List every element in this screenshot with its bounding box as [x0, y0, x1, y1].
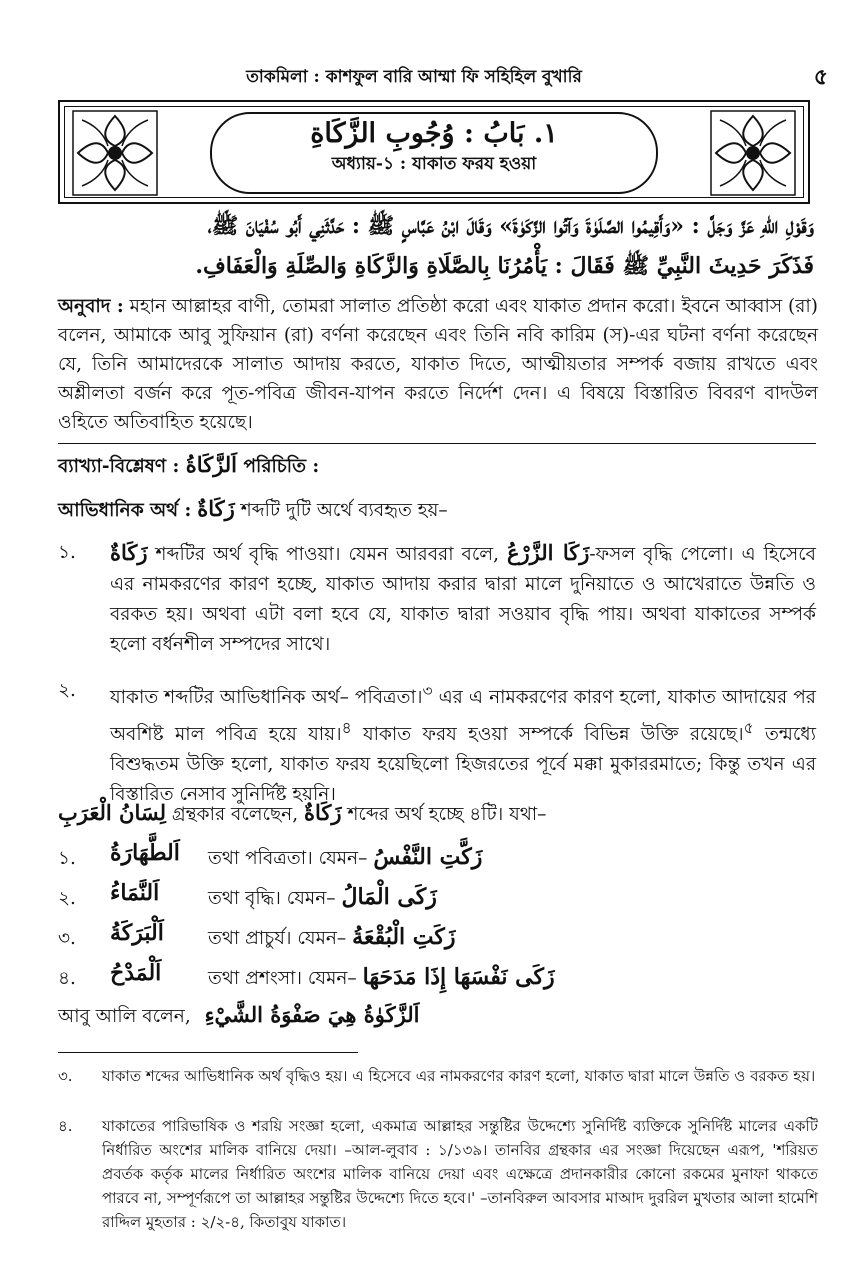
lisan-book-arabic: لِسَانُ الْعَرَبِ — [58, 800, 166, 825]
meaning-example: زَكَى نَفْسَهَا إِذَا مَدَحَهَا — [362, 964, 555, 990]
list-item-number: ১. — [58, 848, 76, 869]
page-number: ৫ — [813, 64, 828, 90]
list-item-body — [110, 538, 816, 660]
lexical-text: শব্দটি দুটি অর্থে ব্যবহৃত হয়– — [240, 500, 448, 521]
lisan-text: গ্রন্থকার বলেছেন, — [171, 804, 299, 825]
point-text: শব্দটির অর্থ বৃদ্ধি পাওয়া। যেমন আরবরা বলে, — [155, 544, 499, 565]
list-item-number: ২. — [58, 888, 76, 909]
arabic-text-line-2: فَذَكَرَ حَدِيثَ النَّبِيِّ ﷺ فَقَالَ : يَأْمُرُنَا بِالصَّلَاةِ وَالزَّكَاةِ وَالصِّلَةِ وَالْعَفَافِ. — [195, 253, 814, 279]
explanation-arabic-word: اَلزَّكَاةُ — [185, 452, 238, 477]
footnote-number: ৪. — [58, 1117, 73, 1135]
explanation-label-suffix: পরিচিতি : — [243, 456, 320, 477]
meaning-arabic: اَلْمَدْحُ — [110, 960, 162, 986]
abu-ali-arabic: اَلزَّكَوٰةُ هِيَ صَفْوَةُ الشَّيْءِ — [204, 1002, 420, 1027]
list-item-number: ২. — [58, 680, 76, 701]
meaning-gloss-line — [208, 924, 456, 955]
list-item — [58, 920, 818, 958]
lisan-line — [58, 800, 546, 831]
meaning-gloss-line — [208, 844, 482, 875]
explanation-heading — [58, 452, 319, 483]
meaning-gloss: তথা প্রশংসা। যেমন– — [208, 968, 357, 989]
translation-paragraph — [58, 292, 818, 437]
point-arabic-example: زَكَا الزَّرْعُ — [506, 540, 590, 565]
meaning-example: زَكَتِ الْبُقْعَةُ — [352, 924, 456, 950]
arabic-text-line-1: وَقَوْلِ اللهِ عَزَّ وَجَلَّ : «وَأَقِيمُوا الصَّلَوٰةَ وَآتُوا الزَّكَوٰةَ» وَقَالَ ابْنُ عَبَّاسٍ ﷺ : حَدَّثَنِي أَبُو سُفْيَانَ ﷺ، — [207, 213, 814, 239]
footnote-text: যাকাতের পারিভাষিক ও শরয়ি সংজ্ঞা হলো, একমাত্র আল্লাহর সন্তুষ্টির উদ্দেশ্যে সুনির্দিষ্ট ব্যক্তিকে সুনির্দিষ্ট মালের একটি নির্ধারিত অংশের মালিক বানিয়ে দেয়া। –আল-লুবাব : ১/১৩৯। তানবির গ্রন্থকার এর সংজ্ঞা দিয়েছেন এরূপ, 'শরিয়ত প্রবর্তক কর্তৃক মালের নির্ধারিত অংশের মালিক বানিয়ে দেয়া এবং এক্ষেত্রে প্রদানকারীর কোনো রকমের মুনাফা থাকতে পারবে না, সম্পূর্ণরূপে তা আল্লাহর সন্তুষ্টির উদ্দেশ্যে দিতে হবে।' –তানবিরুল আবসার মাআদ দুররিল মুখতার আলা হামেশি রাদ্দিল মুহতার : ২/২-৪, কিতাবুয যাকাত। — [102, 1117, 818, 1231]
meaning-example: زَكَّتِ النَّفْسُ — [373, 844, 483, 870]
list-item — [58, 880, 818, 918]
footnote-divider — [58, 1052, 358, 1053]
lisan-text: শব্দের অর্থ হচ্ছে ৪টি। যথা– — [347, 804, 547, 825]
list-item-number: ৩. — [58, 928, 76, 949]
point-text: তন্মধ্যে বিশুদ্ধতম উক্তি হলো, যাকাত ফরয হয়েছিলো হিজরতের পূর্বে মক্কা মুকাররমাতে; কিন্তু তখন এর বিস্তারিত নেসাব সুনির্দিষ্ট হয়নি। — [110, 724, 816, 806]
translation-label: অনুবাদ : — [58, 296, 124, 317]
section-divider — [58, 443, 816, 444]
list-item-number: ১. — [58, 542, 76, 563]
list-item — [58, 960, 818, 998]
meaning-example: زَكَى الْمَالُ — [341, 884, 437, 910]
running-title: তাকমিলা : কাশফুল বারি আম্মা ফি সহিহিল বুখারি — [246, 67, 582, 87]
meaning-gloss: তথা পবিত্রতা। যেমন– — [208, 848, 368, 869]
list-item-number: ৪. — [58, 968, 76, 989]
footnote-text: যাকাত শব্দের আভিধানিক অর্থ বৃদ্ধিও হয়। এ হিসেবে এর নামকরণের কারণ হলো, যাকাত দ্বারা মালে উন্নতি ও বরকত হয়। — [102, 1067, 816, 1085]
point-arabic-word: زَكَاةٌ — [110, 540, 148, 565]
translation-text: মহান আল্লাহর বাণী, তোমরা সালাত প্রতিষ্ঠা করো এবং যাকাত প্রদান করো। ইবনে আব্বাস (রা) বলেন, আমাকে আবু সুফিয়ান (রা) বর্ণনা করেছেন এবং তিনি নবি কারিম (স)-এর ঘটনা বর্ণনা করেছেন যে, তিনি আমাদেরকে সালাত আদায় করতে, যাকাত দিতে, আত্মীয়তার সম্পর্ক বজায় রাখতে এবং অশ্লীলতা বর্জন করে পূত-পবিত্র জীবন-যাপন করতে নির্দেশ দেন। এ বিষয়ে বিস্তারিত বিবরণ বাদউল ওহিতে অতিবাহিত হয়েছে। — [58, 296, 818, 433]
footnote-ref: ৪ — [341, 719, 352, 738]
point-text: এর এ নামকরণের কারণ হলো, যাকাত আদায়ের পর অবশিষ্ট মাল পবিত্র হয়ে যায়। — [110, 687, 816, 746]
point-text: -ফসল বৃদ্ধি পেলো। এ হিসেবে এর নামকরণের কারণ হচ্ছে, যাকাত আদায় করার দ্বারা মালে দুনিয়াতে ও আখেরাতে উন্নতি ও বরকত হয়। অথবা এটা বলা হবে যে, যাকাত দ্বারা সওয়াব বৃদ্ধি পায়। অথবা যাকাতের সম্পর্ক হলো বর্ধনশীল সম্পদের সাথে। — [110, 544, 816, 655]
meaning-arabic: اَلنَّمَاءُ — [110, 880, 160, 906]
meaning-gloss-line — [208, 884, 437, 915]
meaning-gloss: তথা প্রাচুর্য। যেমন– — [208, 928, 347, 949]
chapter-banner — [58, 100, 810, 204]
explanation-label: ব্যাখ্যা-বিশ্লেষণ : — [58, 456, 180, 477]
floral-ornament-icon — [710, 110, 796, 196]
list-item — [58, 840, 818, 878]
footnote-number: ৩. — [58, 1067, 73, 1085]
meaning-gloss: তথা বৃদ্ধি। যেমন– — [208, 888, 336, 909]
meaning-gloss-line — [208, 964, 555, 995]
chapter-arabic-title: ١. بَابُ : وُجُوبِ الزَّكَاةِ — [310, 118, 558, 149]
footnote-ref: ৫ — [743, 719, 754, 738]
lexical-label: আভিধানিক অর্থ : — [58, 500, 192, 521]
list-item-body — [110, 676, 816, 810]
lisan-arabic-word: زَكَاةٌ — [304, 800, 342, 825]
abu-ali-line — [58, 1002, 419, 1033]
floral-ornament-icon — [72, 110, 158, 196]
footnote-ref: ৩ — [422, 682, 433, 700]
point-text: যাকাত ফরয হওয়া সম্পর্কে বিভিন্ন উক্তি রয়েছে। — [362, 724, 744, 746]
lexical-heading — [58, 496, 448, 527]
point-text: যাকাত শব্দটির আভিধানিক অর্থ– পবিত্রতা। — [110, 687, 423, 709]
lexical-arabic-word: زَكَاةٌ — [197, 496, 235, 521]
chapter-title-box — [210, 112, 658, 194]
abu-ali-text: আবু আলি বলেন, — [58, 1006, 191, 1027]
running-header — [56, 60, 832, 90]
chapter-bangla-title: অধ্যায়-১ : যাকাত ফরয হওয়া — [331, 154, 537, 174]
meaning-arabic: اَلْبَرَكَةُ — [110, 920, 164, 946]
meaning-arabic: اَلطَّهَارَةُ — [110, 840, 180, 866]
